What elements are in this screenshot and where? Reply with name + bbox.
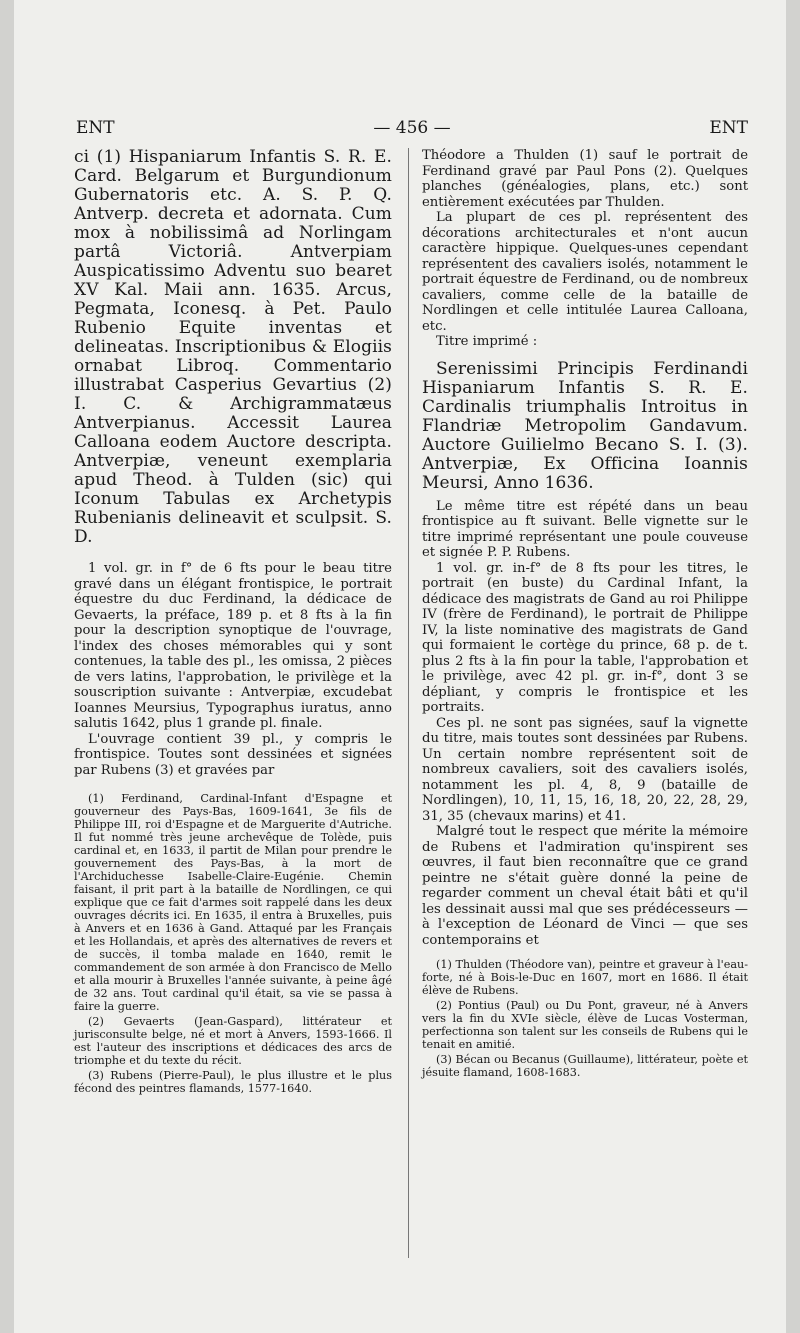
- header-right: ENT: [709, 118, 748, 138]
- description-paragraph: Ces pl. ne sont pas signées, sauf la vignette du titre, mais toutes sont dessinées par Rubens. Un certain nombre représentent soit de nombreux cavaliers, soit des cavaliers isolés, notamment les pl. 4, 8, 9 (bataille de Nordlingen), 10, 11, 15, 16, 18, 20, 22, 28, 29, 31, 35 (chevaux marins) et 41.: [422, 715, 748, 824]
- right-column: [422, 148, 748, 1081]
- description-paragraph: L'ouvrage contient 39 pl., y compris le frontispice. Toutes sont dessinées et signées par Rubens (3) et gravées par: [74, 731, 392, 778]
- footnote: (3) Bécan ou Becanus (Guillaume), littérateur, poète et jésuite flamand, 1608-1683.: [422, 1053, 748, 1079]
- description-paragraph: Malgré tout le respect que mérite la mémoire de Rubens et l'admiration qu'inspirent ses œuvres, il faut bien reconnaître que ce grand peintre ne s'était guère donné la peine de regarder comment un cheval était bâti et qu'il les dessinait aussi mal que ses prédécesseurs — à l'exception de Léonard de Vinci — que ses contemporains et: [422, 824, 748, 948]
- description-paragraph: 1 vol. gr. in-f° de 8 fts pour les titres, le portrait (en buste) du Cardinal Infant, la dédicace des magistrats de Gand au roi Philippe IV (frère de Ferdinand), le portrait de Philippe IV, la liste nominative des magistrats de Gand qui formaient le cortège du prince, 68 p. de t. plus 2 fts à la fin pour la table, l'approbation et le privilège, avec 42 pl. gr. in-f°, dont 3 se dépliant, y compris le frontispice et les portraits.: [422, 560, 748, 715]
- description-paragraph: La plupart de ces pl. représentent des décorations architecturales et n'ont aucun caractère hippique. Quelques-unes cependant représentent des cavaliers isolés, notamment le portrait équestre de Ferdinand, ou de nombreux cavaliers, comme celle de la bataille de Nordlingen et celle intitulée Laurea Calloana, etc.: [422, 210, 748, 334]
- page-number: — 456 —: [373, 118, 451, 138]
- left-column: [74, 148, 392, 1097]
- footnote: (1) Ferdinand, Cardinal-Infant d'Espagne et gouverneur des Pays-Bas, 1609-1641, 3e fils de Philippe III, roi d'Espagne et de Marguerite d'Autriche. Il fut nommé très jeune archevêque de Tolède, puis cardinal et, en 1633, il partit de Milan pour prendre le gouvernement des Pays-Bas, à la mort de l'Archiduchesse Isabelle-Claire-Eugénie. Chemin faisant, il prit part à la bataille de Nordlingen, ce qui explique que ce fait d'armes soit rappelé dans les deux ouvrages décrits ici. En 1635, il entra à Bruxelles, puis à Anvers et en 1636 à Gand. Attaqué par les Français et les Hollandais, et après des alternatives de revers et de succès, il tomba malade en 1640, remit le commandement de son armée à don Francisco de Mello et alla mourir à Bruxelles l'année suivante, à peine âgé de 32 ans. Tout cardinal qu'il était, sa vie se passa à faire la guerre.: [74, 792, 392, 1013]
- header-left: ENT: [76, 118, 115, 138]
- book-title-latin: ci (1) Hispaniarum Infantis S. R. E. Card. Belgarum et Burgundionum Gubernatoris etc. A. S. P. Q. Antverp. decreta et adornata. Cum mox à nobilissimâ ad Norlingam partâ Victoriâ. Antverpiam Auspicatissimo Adventu suo bearet XV Kal. Maii ann. 1635. Arcus, Pegmata, Iconesq. à Pet. Paulo Rubenio Equite inventas et delineatas. Inscriptionibus & Elogiis ornabat Libroq. Commentario illustrabat Casperius Gevartius (2) I. C. & Archigrammatæus Antverpianus. Accessit Laurea Calloana eodem Auctore descripta. Antverpiæ, veneunt exemplaria apud Theod. à Tulden (sic) qui Iconum Tabulas ex Archetypis Rubenianis delineavit et sculpsit. S. D.: [74, 147, 392, 547]
- description-paragraph: Le même titre est répété dans un beau frontispice au ft suivant. Belle vignette sur le titre imprimé représentant une poule couveuse et signée P. P. Rubens.: [422, 498, 748, 560]
- footnote: (2) Pontius (Paul) ou Du Pont, graveur, né à Anvers vers la fin du XVIe siècle, élève de Lucas Vosterman, perfectionna son talent sur les conseils de Rubens qui le tenait en amitié.: [422, 999, 748, 1051]
- column-divider: [408, 148, 409, 1258]
- footnote: (1) Thulden (Théodore van), peintre et graveur à l'eau-forte, né à Bois-le-Duc en 1607, mort en 1686. Il était élève de Rubens.: [422, 958, 748, 997]
- description-paragraph: Titre imprimé :: [436, 334, 538, 349]
- description-paragraph: 1 vol. gr. in f° de 6 fts pour le beau titre gravé dans un élégant frontispice, le portrait équestre du duc Ferdinand, la dédicace de Gevaerts, la préface, 189 p. et 8 fts à la fin pour la description synoptique de l'ouvrage, l'index des choses mémorables qui y sont contenues, la table des pl., les omissa, 2 pièces de vers latins, l'approbation, le privilège et la souscription suivante : Antverpiæ, excudebat Ioannes Meursius, Typographus iuratus, anno salutis 1642, plus 1 grande pl. finale.: [74, 561, 392, 731]
- description-paragraph: Théodore a Thulden (1) sauf le portrait de Ferdinand gravé par Paul Pons (2). Quelques planches (généalogies, plans, etc.) sont entièrement exécutées par Thulden.: [422, 148, 748, 210]
- book-title-latin: Serenissimi Principis Ferdinandi Hispaniarum Infantis S. R. E. Cardinalis triumphalis Introitus in Flandriæ Metropolim Gandavum. Auctore Guilielmo Becano S. I. (3). Antverpiæ, Ex Officina Ioannis Meursi, Anno 1636.: [422, 358, 748, 493]
- running-header: [76, 118, 748, 144]
- footnote: (2) Gevaerts (Jean-Gaspard), littérateur et jurisconsulte belge, né et mort à Anvers, 1593-1666. Il est l'auteur des inscriptions et dédicaces des arcs de triomphe et du texte du récit.: [74, 1015, 392, 1067]
- footnote: (3) Rubens (Pierre-Paul), le plus illustre et le plus fécond des peintres flamands, 1577-1640.: [74, 1069, 392, 1095]
- book-page: [14, 0, 786, 1333]
